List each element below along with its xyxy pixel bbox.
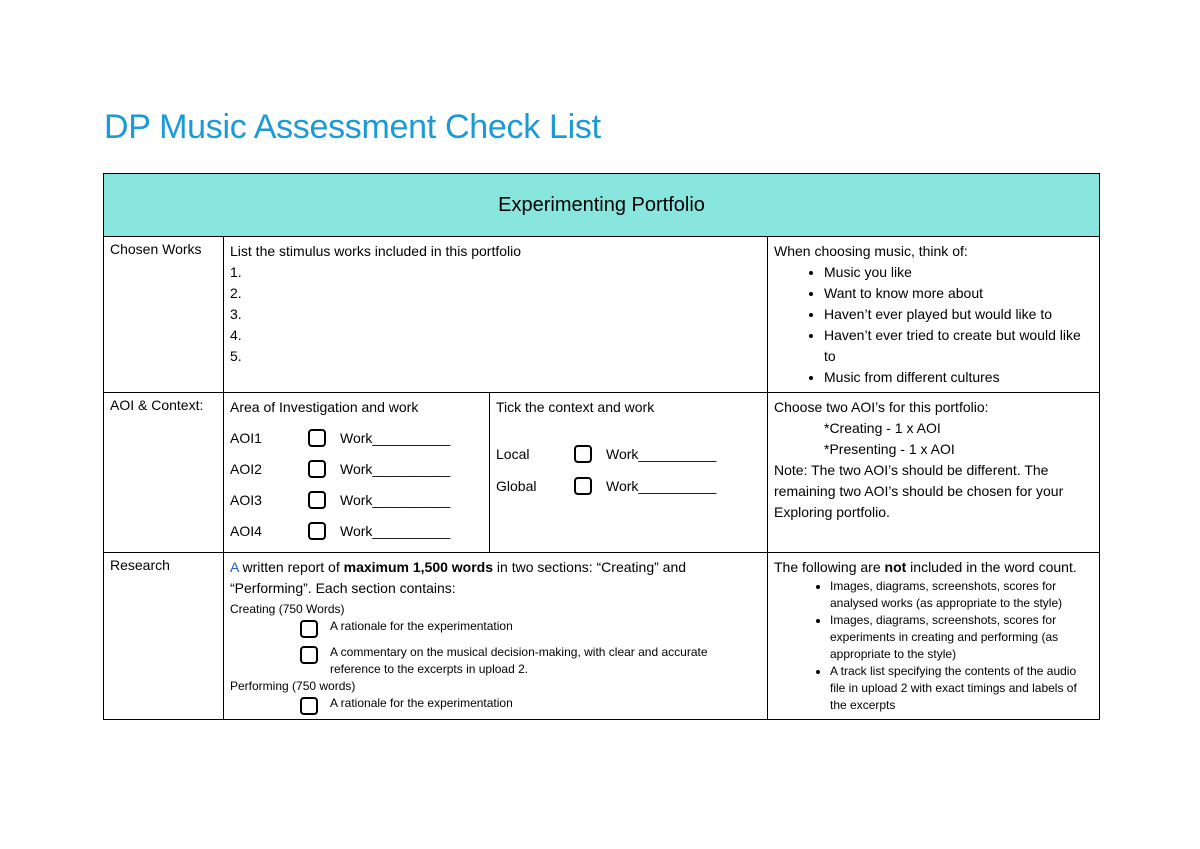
note-item: *Presenting - 1 x AOI xyxy=(824,441,955,457)
checklist-table xyxy=(103,173,1100,720)
aoi-cell xyxy=(224,393,490,553)
instruction-text: List the stimulus works included in this portfolio xyxy=(230,243,522,259)
aoi-row xyxy=(230,484,483,515)
work-field[interactable]: Work__________ xyxy=(606,478,717,494)
tips-title: When choosing music, think of: xyxy=(774,243,968,259)
excl-text: included in the word count. xyxy=(906,559,1077,575)
page-title: DP Music Assessment Check List xyxy=(104,108,601,146)
context-cell xyxy=(490,393,768,553)
table-row xyxy=(104,393,1100,553)
row-label-research: Research xyxy=(104,553,224,720)
list-item: • A track list specifying the contents of the audio file in upload 2 with exact timings and labels of the excerpts xyxy=(830,663,1093,714)
note-title: Choose two AOI’s for this portfolio: xyxy=(774,399,989,415)
table-row xyxy=(104,237,1100,393)
requirement-row xyxy=(300,644,761,678)
intro-text: in two sections: “Creating” and “Performing”. Each section contains: xyxy=(230,559,687,596)
aoi-title: Area of Investigation and work xyxy=(230,399,419,415)
local-checkbox[interactable] xyxy=(574,445,592,463)
list-item: • Music you like xyxy=(824,262,1093,283)
aoi4-checkbox[interactable] xyxy=(308,522,326,540)
work-field[interactable]: Work__________ xyxy=(340,460,451,477)
context-row xyxy=(496,438,761,470)
chosen-works-cell xyxy=(224,237,768,393)
research-cell xyxy=(224,553,768,720)
requirement-checkbox[interactable] xyxy=(300,646,318,664)
excl-text: The following are xyxy=(774,559,885,575)
aoi1-checkbox[interactable] xyxy=(308,429,326,447)
aoi-label: AOI3 xyxy=(230,491,262,508)
row-label-chosen-works: Chosen Works xyxy=(104,237,224,393)
table-row xyxy=(104,553,1100,720)
aoi3-checkbox[interactable] xyxy=(308,491,326,509)
context-label: Global xyxy=(496,478,537,494)
intro-bold: maximum 1,500 words xyxy=(343,559,494,575)
work-number: 2. xyxy=(230,285,242,301)
exclusions-cell xyxy=(768,553,1100,720)
aoi-row xyxy=(230,515,483,546)
work-field[interactable]: Work__________ xyxy=(340,522,451,539)
tips-list xyxy=(774,262,1093,388)
intro-letter: A xyxy=(230,559,239,575)
list-item: • Want to know more about xyxy=(824,283,1093,304)
note-text: Note: The two AOI’s should be different. The remaining two AOI’s should be chosen for your Exploring portfolio. xyxy=(774,462,1064,520)
work-number: 1. xyxy=(230,264,242,280)
requirement-row xyxy=(300,695,761,715)
excl-bold: not xyxy=(884,559,907,575)
work-number: 4. xyxy=(230,327,242,343)
list-item: • Music from different cultures xyxy=(824,367,1093,388)
requirement-row xyxy=(300,618,761,638)
requirement-checkbox[interactable] xyxy=(300,620,318,638)
tips-cell xyxy=(768,237,1100,393)
aoi-label: AOI4 xyxy=(230,522,262,539)
exclusions-title xyxy=(774,557,1093,578)
aoi-label: AOI1 xyxy=(230,429,262,446)
context-row xyxy=(496,470,761,502)
list-item: • Images, diagrams, screenshots, scores for experiments in creating and performing (as appropriate to the style) xyxy=(830,612,1093,663)
aoi-row xyxy=(230,453,483,484)
requirement-checkbox[interactable] xyxy=(300,697,318,715)
aoi2-checkbox[interactable] xyxy=(308,460,326,478)
requirement-text: A commentary on the musical decision-making, with clear and accurate reference to the excerpts in upload 2. xyxy=(330,645,708,676)
research-intro xyxy=(230,557,761,599)
note-item: *Creating - 1 x AOI xyxy=(824,420,941,436)
aoi-note-cell xyxy=(768,393,1100,553)
list-item: • Haven’t ever tried to create but would like to xyxy=(824,325,1093,367)
row-label-aoi-context: AOI & Context: xyxy=(104,393,224,553)
work-field[interactable]: Work__________ xyxy=(340,429,451,446)
work-number: 3. xyxy=(230,306,242,322)
work-field[interactable]: Work__________ xyxy=(606,446,717,462)
creating-title: Creating (750 Words) xyxy=(230,602,345,616)
work-field[interactable]: Work__________ xyxy=(340,491,451,508)
exclusions-list xyxy=(774,578,1093,714)
performing-title: Performing (750 words) xyxy=(230,679,356,693)
list-item: • Haven’t ever played but would like to xyxy=(824,304,1093,325)
work-number: 5. xyxy=(230,348,242,364)
global-checkbox[interactable] xyxy=(574,477,592,495)
requirement-text: A rationale for the experimentation xyxy=(330,696,513,710)
intro-text: written report of xyxy=(238,559,344,575)
context-label: Local xyxy=(496,446,530,462)
aoi-row xyxy=(230,422,483,453)
context-title: Tick the context and work xyxy=(496,399,655,415)
requirement-text: A rationale for the experimentation xyxy=(330,619,513,633)
list-item: • Images, diagrams, screenshots, scores for analysed works (as appropriate to the style) xyxy=(830,578,1093,612)
table-header: Experimenting Portfolio xyxy=(104,174,1100,237)
aoi-label: AOI2 xyxy=(230,460,262,477)
